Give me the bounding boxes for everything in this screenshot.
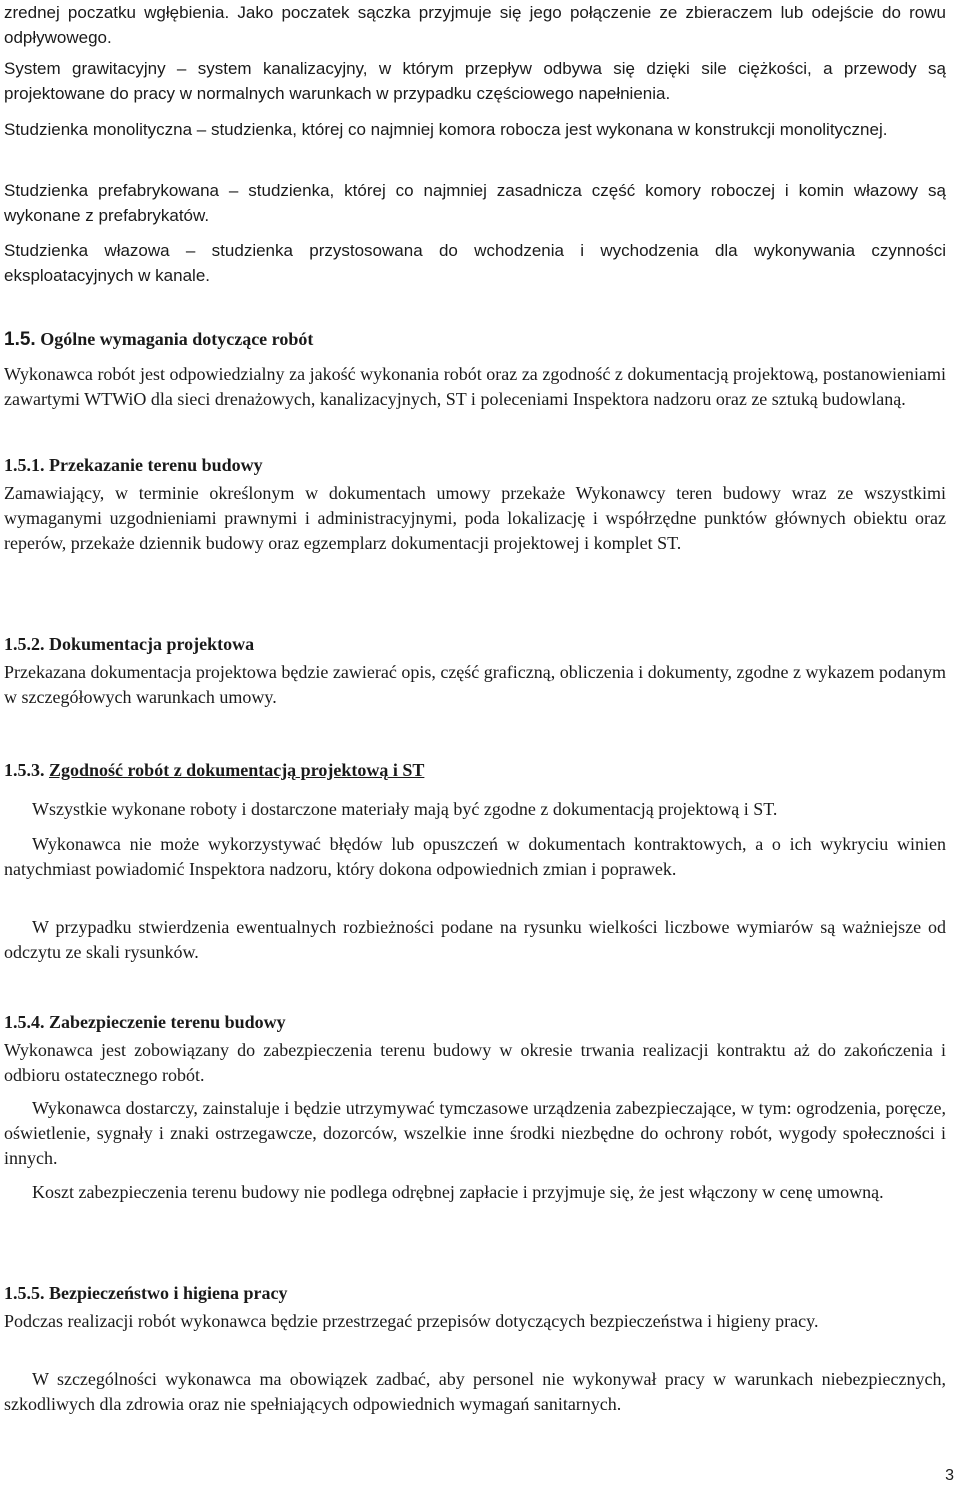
section-heading (4, 758, 424, 783)
section-body: Wykonawca robót jest odpowiedzialny za jakość wykonania robót oraz za zgodność z dokumentacją projektową, postanowieniami zawartymi WTWiO dla sieci drenażowych, kanalizacyjnych, ST i poleceniami Inspektora nadzoru oraz ze sztuką budowlaną. (4, 364, 946, 409)
definition-paragraph: zrednej poczatku wgłębienia. Jako poczatek sączka przyjmuje się jego połączenie ze zbieraczem lub odejście do rowu odpływowego. (4, 3, 946, 47)
section-number: 1.5.5. (4, 1283, 45, 1303)
section-title: Przekazanie terenu budowy (49, 455, 263, 475)
section-number: 1.5. (4, 329, 36, 350)
section-number: 1.5.4. (4, 1012, 45, 1032)
section-heading (4, 1010, 286, 1035)
section-heading (4, 632, 254, 657)
section-paragraph: Wszystkie wykonane roboty i dostarczone materiały mają być zgodne z dokumentacją projektową i ST. (32, 799, 778, 819)
section-paragraph: Wykonawca nie może wykorzystywać błędów lub opuszczeń w dokumentach kontraktowych, a o ich wykryciu winien natychmiast powiadomić Inspektora nadzoru, który dokona odpowiednich zmian i poprawek. (4, 834, 946, 879)
section-title: Zgodność robót z dokumentacją projektową i ST (49, 760, 425, 780)
section-paragraph: W przypadku stwierdzenia ewentualnych rozbieżności podane na rysunku wielkości liczbowe wymiarów są ważniejsze od odczytu ze skali rysunków. (4, 917, 946, 962)
section-heading (4, 453, 263, 478)
page-number: 3 (945, 1467, 954, 1484)
section-number: 1.5.1. (4, 455, 45, 475)
section-paragraph: Wykonawca dostarczy, zainstaluje i będzie utrzymywać tymczasowe urządzenia zabezpieczające, w tym: ogrodzenia, poręcze, oświetlenie, sygnały i znaki ostrzegawcze, dozorców, wszelkie inne środki niezbędne do ochrony robót, wygody społeczności i innych. (4, 1098, 946, 1168)
section-number: 1.5.3. (4, 760, 45, 780)
section-heading (4, 1281, 287, 1306)
section-title: Bezpieczeństwo i higiena pracy (49, 1283, 288, 1303)
section-title: Ogólne wymagania dotyczące robót (40, 329, 314, 349)
section-number: 1.5.2. (4, 634, 45, 654)
definition-paragraph: Studzienka prefabrykowana – studzienka, której co najmniej zasadnicza część komory roboczej i komin włazowy są wykonane z prefabrykatów. (4, 181, 946, 225)
section-body: Przekazana dokumentacja projektowa będzie zawierać opis, część graficzną, obliczenia i dokumenty, zgodne z wykazem podanym w szczegółowych warunkach umowy. (4, 662, 946, 707)
section-paragraph: Koszt zabezpieczenia terenu budowy nie podlega odrębnej zapłacie i przyjmuje się, że jest włączony w cenę umowną. (32, 1182, 884, 1202)
section-title: Dokumentacja projektowa (49, 634, 255, 654)
section-paragraph: Podczas realizacji robót wykonawca będzie przestrzegać przepisów dotyczących bezpieczeństwa i higieny pracy. (4, 1311, 819, 1331)
definition-paragraph: Studzienka włazowa – studzienka przystosowana do wchodzenia i wychodzenia dla wykonywania czynności eksploatacyjnych w kanale. (4, 241, 946, 285)
definition-paragraph: System grawitacyjny – system kanalizacyjny, w którym przepływ odbywa się dzięki sile ciężkości, a przewody są projektowane do pracy w normalnych warunkach w przypadku częściowego napełnienia. (4, 59, 946, 103)
section-body: Zamawiający, w terminie określonym w dokumentach umowy przekaże Wykonawcy teren budowy wraz ze wszystkimi wymaganymi uzgodnieniami prawnymi i administracyjnymi, poda lokalizację i współrzędne punktów głównych obiektu oraz reperów, przekaże dziennik budowy oraz egzemplarz dokumentacji projektowej i komplet ST. (4, 483, 946, 553)
section-title: Zabezpieczenie terenu budowy (49, 1012, 286, 1032)
section-paragraph: Wykonawca jest zobowiązany do zabezpieczenia terenu budowy w okresie trwania realizacji kontraktu aż do zakończenia i odbioru ostatecznego robót. (4, 1040, 946, 1085)
definition-paragraph: Studzienka monolityczna – studzienka, której co najmniej komora robocza jest wykonana w konstrukcji monolitycznej. (4, 120, 888, 139)
section-heading (4, 327, 313, 352)
section-paragraph: W szczególności wykonawca ma obowiązek zadbać, aby personel nie wykonywał pracy w warunkach niebezpiecznych, szkodliwych dla zdrowia oraz nie spełniających odpowiednich wymagań sanitarnych. (4, 1369, 946, 1414)
